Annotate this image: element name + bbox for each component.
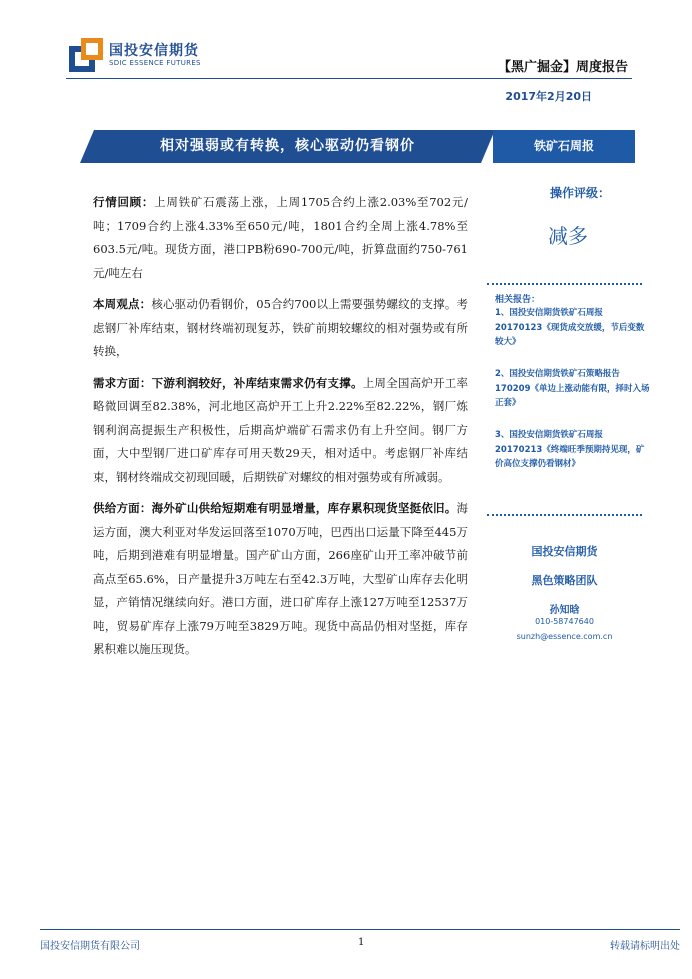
footer-divider: [40, 929, 680, 930]
sidebar-divider: [487, 514, 642, 516]
title-banner: [80, 130, 495, 163]
company-logo: [69, 38, 229, 72]
sidebar-divider: [487, 283, 642, 285]
logo-text-cn: 国投安信期货: [109, 43, 199, 59]
rating-value: 减多: [548, 224, 588, 248]
demand-paragraph: [93, 372, 468, 490]
footer-notice: 转载请标明出处: [610, 941, 680, 952]
weekly-view-label: 本周观点：: [93, 297, 152, 311]
logo-text-en: SDIC ESSENCE FUTURES: [109, 59, 201, 67]
report-date: 2017年2月20日: [505, 90, 592, 103]
weekly-view-text: 核心驱动仍看钢价，05合约700以上需要强势螺纹的支撑。考虑钢厂补库结束，钢材终端初现复苏，铁矿前期较螺纹的相对强势或有所转换，: [93, 297, 468, 358]
main-content: [93, 191, 468, 670]
related-report-item[interactable]: 1、国投安信期货铁矿石周报20170123《现货成交放缓，节后变数较大》: [495, 308, 645, 347]
analyst-name: 孙知晗: [549, 605, 580, 616]
supply-paragraph: [93, 497, 468, 662]
demand-text: 上周全国高炉开工率略微回调至82.38%，河北地区高炉开工上升2.22%至82.22%，钢厂炼钢利润高提振生产积极性，后期高炉端矿石需求仍有上升空间。钢厂方面，大中型钢厂进口矿库存可用天数29天，相对适中。考虑钢厂补库结束，钢材终端成交初现回暖，后期铁矿对螺纹的相对强势或有所减弱。: [93, 375, 469, 484]
market-review-text: 上周铁矿石震荡上涨，上周1705合约上涨2.03%至702元/吨；1709合约上涨4.33%至650元/吨，1801合约全周上涨4.78%至603.5元/吨。现货方面，港口PB粉690-700元/吨，折算盘面约750-761元/吨左右: [93, 195, 469, 280]
demand-highlight: 下游利润较好，补库结束需求仍有支撑。: [151, 375, 363, 390]
weekly-view-paragraph: [93, 293, 468, 364]
company-name: 国投安信期货: [531, 545, 598, 558]
logo-mark-icon: [69, 38, 103, 72]
report-category-tag: 铁矿石周报: [493, 130, 635, 163]
related-reports-title: 相关报告：: [495, 295, 541, 305]
report-type: 【黑广掘金】周度报告: [497, 60, 628, 75]
rating-title: 操作评级：: [549, 186, 610, 200]
analyst-phone: 010-58747640: [535, 617, 594, 626]
header-divider: [66, 78, 632, 79]
related-report-item[interactable]: 3、国投安信期货铁矿石周报20170213《终端旺季预期持见现，矿价高位支撑仍看钢材》: [495, 430, 645, 469]
analyst-email[interactable]: sunzh@essence.com.cn: [516, 632, 613, 641]
report-title: 相对强弱或有转换，核心驱动仍看钢价: [160, 138, 415, 154]
related-report-item[interactable]: 2、国投安信期货铁矿石策略报告170209《单边上涨动能有限，择时入场正套》: [495, 369, 650, 408]
team-name: 黑色策略团队: [531, 574, 598, 587]
page-number: 1: [358, 937, 365, 948]
demand-label: 需求方面：: [93, 375, 152, 390]
supply-text: 海运方面，澳大利亚对华发运回落至1070万吨，巴西出口运量下降至445万吨，后期到港难有明显增量。国产矿山方面，266座矿山开工率冲破节前高点至65.6%，日产量提升3万吨左右至42.3万吨，大型矿山库存去化明显，产销情况继续向好。港口方面，进口矿库存上涨127万吨至12537万吨，贸易矿库存上涨79万吨至3829万吨。现货中高品仍相对坚挺，库存累积难以施压现货。: [93, 501, 469, 656]
footer-company: 国投安信期货有限公司: [40, 941, 140, 952]
market-review-paragraph: [93, 191, 468, 285]
supply-label: 供给方面：: [93, 501, 152, 515]
supply-highlight: 海外矿山供给短期难有明显增量，库存累积现货坚挺依旧。: [151, 501, 457, 515]
market-review-label: 行情回顾：: [93, 195, 155, 209]
